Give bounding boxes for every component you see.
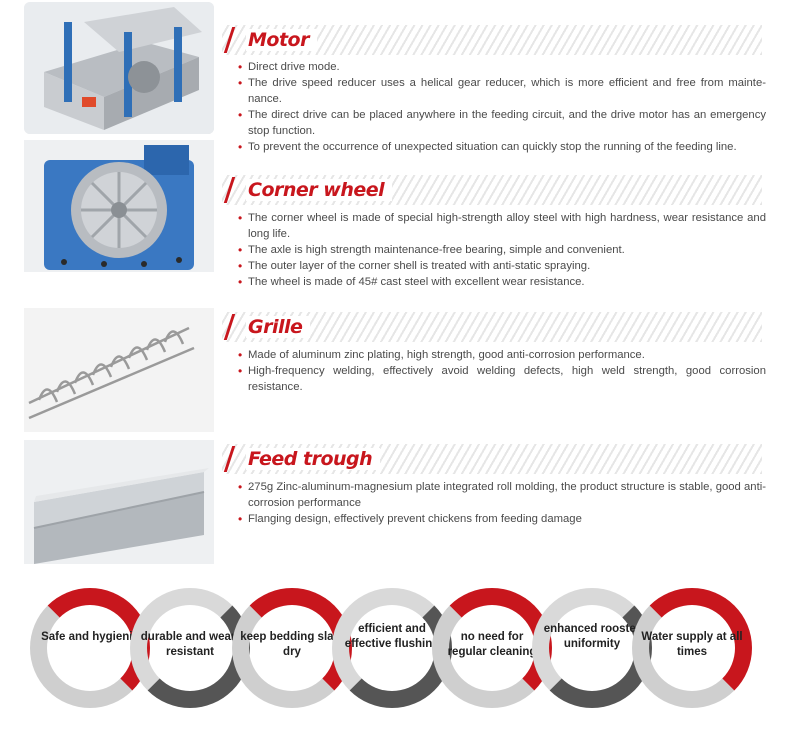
list-item: • Flanging design, effectively prevent chickens from feeding damage <box>238 511 766 527</box>
feature-label: enhanced rooster uniformity <box>543 623 641 650</box>
grille-title-band <box>222 312 762 342</box>
corner-wheel-title-band <box>222 175 762 205</box>
list-item: • 275g Zinc-aluminum-magnesium plate integrated roll molding, the product structure is stable, good anti-corrosion performance <box>238 479 766 511</box>
list-item: • Made of aluminum zinc plating, high strength, good anti-corrosion performance. <box>238 347 766 363</box>
list-item: • The corner wheel is made of special high-strength alloy steel with high hardness, wear resistance and long life. <box>238 210 766 242</box>
list-item: • The wheel is made of 45# cast steel with excellent wear resistance. <box>238 274 766 290</box>
list-item: • The drive speed reducer uses a helical gear reducer, which is more efficient and free from mainte-nance. <box>238 75 766 107</box>
feature-label: Safe and hygienic <box>41 631 139 643</box>
feature-label: keep bedding slats dry <box>240 631 344 658</box>
feed-trough-title-band <box>222 444 762 474</box>
feature-circles <box>0 584 788 744</box>
grille-bullets <box>238 347 766 395</box>
feature-label: Water supply at all times <box>641 631 743 658</box>
list-item: • To prevent the occurrence of unexpected situation can quickly stop the running of the feeding line. <box>238 139 766 155</box>
corner-wheel-bullets <box>238 210 766 290</box>
list-item: • Direct drive mode. <box>238 59 766 75</box>
list-item: • The axle is high strength maintenance-free bearing, simple and convenient. <box>238 242 766 258</box>
feature-label: durable and wear-resistant <box>140 631 240 658</box>
section-title: Feed trough <box>246 448 380 470</box>
section-title: Grille <box>246 316 310 338</box>
corner-wheel-photo <box>24 140 214 272</box>
feed-trough-bullets <box>238 479 766 527</box>
list-item: • The outer layer of the corner shell is treated with anti-static spraying. <box>238 258 766 274</box>
list-item: • The direct drive can be placed anywhere in the feeding circuit, and the drive motor has an emergency stop function. <box>238 107 766 139</box>
section-title: Corner wheel <box>246 179 392 201</box>
grille-photo <box>24 308 214 432</box>
motor-bullets <box>238 59 766 155</box>
section-title: Motor <box>246 29 317 51</box>
list-item: • High-frequency welding, effectively avoid welding defects, high weld strength, good corrosion resistance. <box>238 363 766 395</box>
feature-label: efficient and effective flushing <box>344 623 440 650</box>
motor-title-band <box>222 25 762 55</box>
feed-trough-photo <box>24 440 214 564</box>
motor-photo <box>24 2 214 134</box>
feature-label: no need for regular cleaning <box>447 631 537 658</box>
